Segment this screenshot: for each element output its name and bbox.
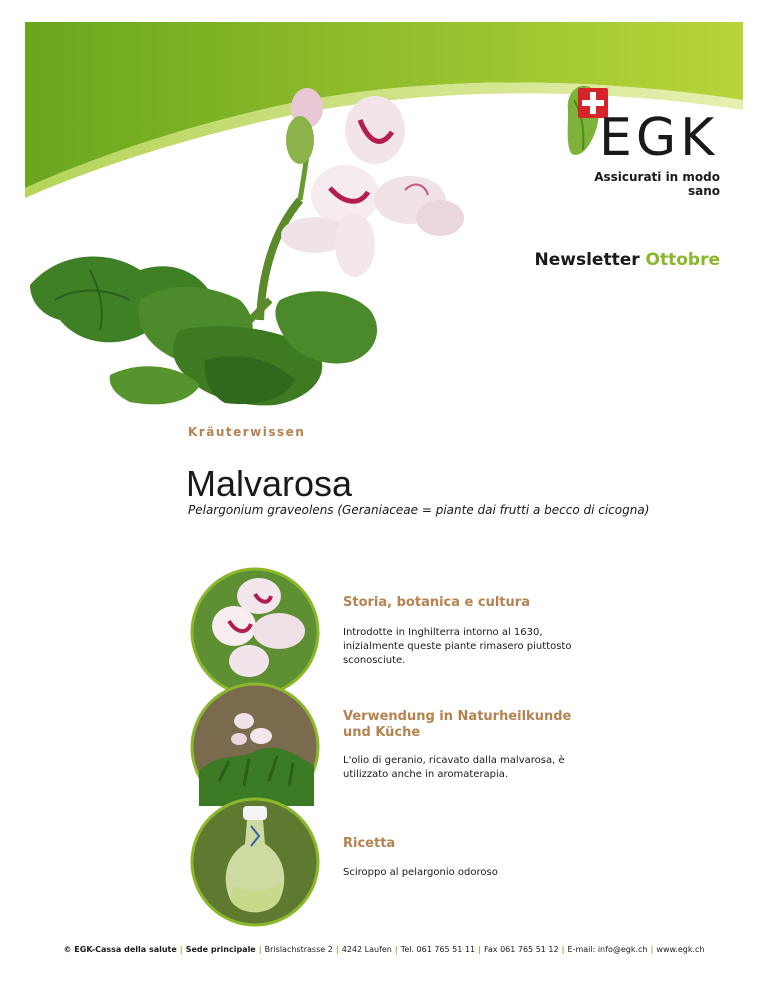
item-heading-history: Storia, botanica e cultura xyxy=(343,595,530,610)
page-footer: © EGK-Cassa della salute | Sede principale | Brislachstrasse 2 | 4242 Laufen | Tel. 061 765 51 11 | Fax 061 765 51 12 | E-mail: info@egk.ch | www.egk.ch xyxy=(63,945,705,954)
footer-tel: Tel. 061 765 51 11 xyxy=(400,945,476,954)
egk-logo-wordmark: EGK xyxy=(599,108,719,168)
article-subtitle: Pelargonium graveolens (Geraniaceae = piante dai frutti a becco di cicogna) xyxy=(188,503,650,517)
section-label: Kräuterwissen xyxy=(188,425,306,439)
flower-closeup-photo xyxy=(189,566,321,698)
logo-tagline: Assicurati in modo sano xyxy=(594,170,720,198)
footer-street: Brislachstrasse 2 xyxy=(264,945,333,954)
item-text-recipe: Sciroppo al pelargonio odoroso xyxy=(343,867,498,878)
item-text-history: Introdotte in Inghilterra intorno al 1630, inizialmente queste piante rimasero piuttosto sconosciute. xyxy=(343,627,572,666)
footer-city: 4242 Laufen xyxy=(341,945,392,954)
item-heading-recipe: Ricetta xyxy=(343,836,396,851)
item-text-usage: L'olio di geranio, ricavato dalla malvarosa, è utilizzato anche in aromaterapia. xyxy=(343,755,565,780)
plant-photo xyxy=(189,681,321,813)
newsletter-label: Newsletter xyxy=(534,250,640,270)
syrup-bottle-photo xyxy=(189,796,321,928)
article-title: Malvarosa xyxy=(186,463,353,504)
footer-email-link[interactable]: E-mail: info@egk.ch xyxy=(567,945,648,954)
newsletter-month: Ottobre xyxy=(645,250,720,270)
footer-headquarters: Sede principale xyxy=(185,945,256,954)
newsletter-title xyxy=(500,250,720,270)
footer-copyright: © EGK-Cassa della salute xyxy=(63,945,177,954)
item-heading-usage: Verwendung in Naturheilkunde und Küche xyxy=(343,709,572,740)
footer-fax: Fax 061 765 51 12 xyxy=(484,945,559,954)
header-banner xyxy=(0,0,768,420)
footer-web-link[interactable]: www.egk.ch xyxy=(656,945,705,954)
